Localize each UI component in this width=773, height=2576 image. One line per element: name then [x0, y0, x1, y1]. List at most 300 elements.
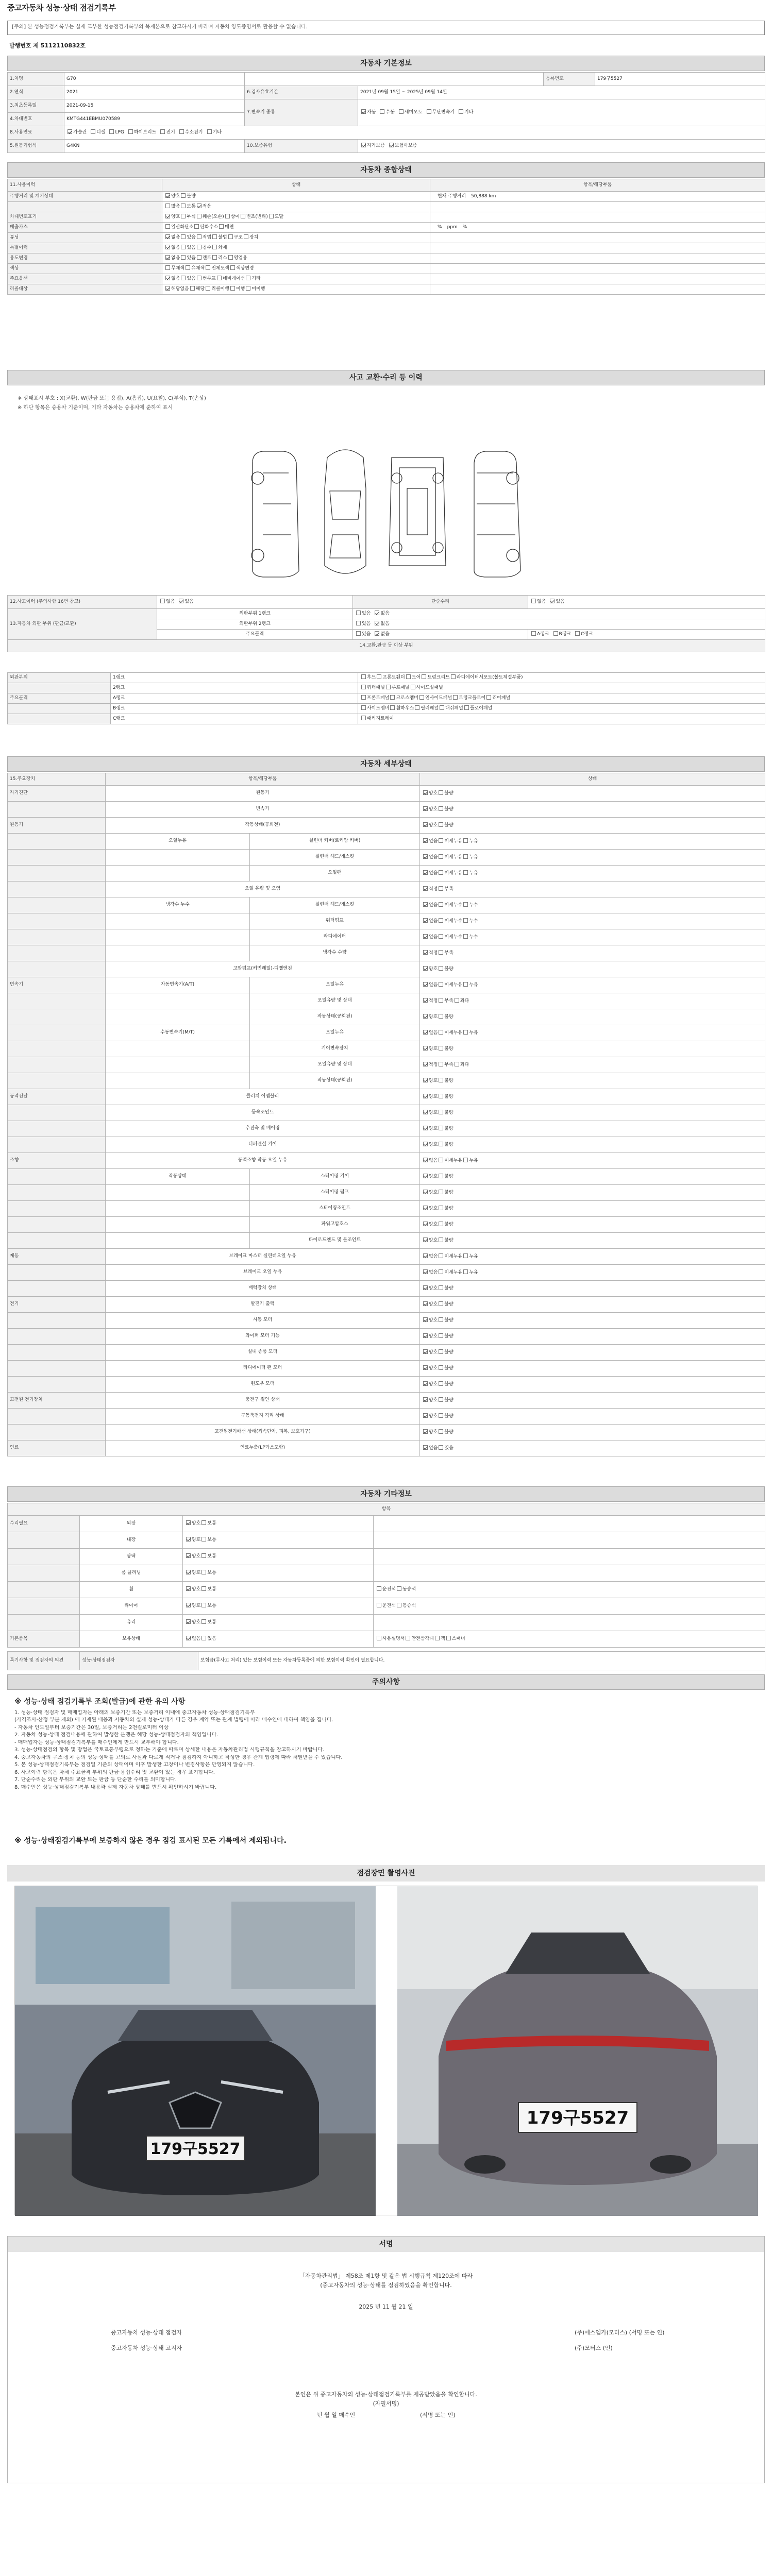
detail-subitem: 타이로드엔드 및 볼조인트 [250, 1233, 420, 1249]
row-text: 현재 주행거리 [438, 193, 466, 199]
note-line: 1. 성능·상태 점검자 및 매매업자는 아래의 보증기간 또는 보증거리 이내에 중고자동차 성능·상태점검기록부 [14, 1709, 255, 1716]
option-label: 양호 [429, 1222, 438, 1227]
check-icon [439, 918, 443, 923]
cost-extra [374, 1582, 765, 1598]
cost-group: 수리필요 [8, 1516, 80, 1532]
option-label: 미세누유 [444, 1030, 463, 1036]
detail-item: 라디에이터 팬 모터 [106, 1361, 420, 1377]
check-icon [246, 286, 250, 291]
detail-status [420, 1025, 765, 1041]
document-title: 중고자동차 성능·상태 점검기록부 [7, 3, 116, 12]
check-icon [439, 1190, 443, 1194]
check-icon [380, 109, 384, 114]
option-label: 양호 [429, 790, 438, 796]
check-icon [225, 214, 230, 218]
detail-status [420, 786, 765, 802]
check-icon [244, 234, 248, 239]
check-icon [455, 998, 459, 1003]
detail-row [8, 977, 765, 993]
check-icon [439, 1046, 443, 1050]
opt-yes: 있음 [362, 632, 371, 637]
label-year: 2.연식 [8, 86, 64, 99]
check-icon [361, 685, 366, 689]
check-icon [197, 214, 201, 218]
row-label: 용도변경 [8, 253, 162, 264]
check-icon [206, 265, 210, 270]
option-label: 전체도색 [211, 266, 229, 272]
row-item [430, 253, 765, 264]
row-item [430, 212, 765, 223]
label-frame: 주요골격 [157, 630, 353, 640]
check-icon [439, 1253, 443, 1258]
option-label: 프론트패널 [367, 696, 390, 701]
check-icon [201, 1553, 206, 1558]
option-label: 양호 [429, 1014, 438, 1020]
check-icon [439, 1429, 443, 1434]
check-icon [463, 1030, 468, 1035]
detail-group [8, 945, 106, 961]
option-label: 양호 [192, 1521, 201, 1527]
check-icon [361, 695, 366, 700]
cost-extra [374, 1549, 765, 1565]
option-label: 불량 [444, 1413, 453, 1419]
label-fuel: 8.사용연료 [8, 126, 64, 140]
row-label: 리콜대상 [8, 284, 162, 295]
check-icon [423, 1238, 428, 1242]
detail-item [106, 1009, 250, 1025]
detail-item [106, 1041, 250, 1057]
header-item: 항목/해당부품 [430, 179, 765, 192]
note-line: (가격조사·산정 부분 제외) 에 기재된 내용과 자동차의 실제 성능·상태가 다른 경우 계약 또는 관계 법령에 따라 매수인에 대하여 책임을 집니다. [14, 1717, 333, 1723]
opt-yes: 있음 [556, 599, 565, 605]
detail-status [420, 1329, 765, 1345]
legend-line-1: ※ 상태표시 부호 : X(교환), W(판금 또는 용접), A(흠집), U(요철), C(부식), T(손상) [18, 396, 206, 401]
check-icon [439, 822, 443, 827]
opt-none: 없음 [380, 611, 390, 617]
check-icon [241, 214, 245, 218]
check-icon [423, 1365, 428, 1370]
option-label: 사이드실패널 [416, 685, 443, 691]
detail-item: 추진축 및 베어링 [106, 1121, 420, 1137]
option-label: 불량 [444, 1397, 453, 1403]
detail-item: 브레이크 오일 누유 [106, 1265, 420, 1281]
detail-group [8, 1217, 106, 1233]
check-icon [230, 265, 235, 270]
detail-row [8, 834, 765, 850]
check-icon [439, 854, 443, 859]
check-icon [439, 1317, 443, 1322]
option-label: 안전삼각대 [411, 1636, 434, 1642]
row-label: 차대번호표기 [8, 212, 162, 223]
option-label: 루프패널 [391, 685, 410, 691]
detail-group [8, 897, 106, 913]
section-other-info: 자동차 기타정보 [7, 1486, 765, 1502]
check-icon [531, 631, 536, 636]
detail-status [420, 1249, 765, 1265]
check-icon [181, 204, 186, 208]
check-icon [411, 685, 415, 689]
check-icon [186, 1619, 191, 1624]
value-first-reg: 2021-09-15 [64, 99, 245, 113]
general-row [8, 223, 765, 233]
check-icon [230, 286, 235, 291]
option-label: 양호 [429, 1317, 438, 1323]
option-label: 보통 [207, 1570, 216, 1576]
detail-group [8, 1009, 106, 1025]
header-status: 상태 [420, 773, 765, 786]
option-label: 불량 [444, 1333, 453, 1339]
option-label: 부족 [444, 1062, 453, 1067]
check-icon [217, 276, 222, 280]
label-outer-panel: 13.자동차 외판 부위 (판금/교환) [8, 609, 157, 640]
detail-row [8, 1297, 765, 1313]
detail-item [106, 1233, 250, 1249]
option-label: 불량 [444, 1365, 453, 1371]
detail-row [8, 802, 765, 818]
check-icon [423, 1190, 428, 1194]
check-icon [439, 950, 443, 955]
cost-extra [374, 1565, 765, 1582]
option-label: 불량 [444, 1206, 453, 1211]
check-icon [422, 674, 426, 679]
check-icon [212, 245, 217, 249]
option-label: 보통 [207, 1554, 216, 1560]
option-label: 적법 [202, 235, 212, 241]
label-reg-no: 등록번호 [544, 73, 595, 86]
cost-group [8, 1615, 80, 1631]
option-label: 기타 [251, 276, 261, 282]
option-label: 불량 [444, 1349, 453, 1355]
option-label: 트렁크플로어 [459, 696, 486, 701]
detail-item: 윈도우 모터 [106, 1377, 420, 1393]
option-label: 불량 [444, 1381, 453, 1387]
check-icon [228, 234, 233, 239]
detail-subitem: 스티어링 펌프 [250, 1185, 420, 1201]
check-icon [423, 790, 428, 795]
sign-inspector-value: (주)에스엠카(모터스) (서명 또는 인) [575, 2329, 665, 2336]
cost-row [8, 1516, 765, 1532]
option-label: 불량 [444, 1238, 453, 1243]
general-row [8, 264, 765, 274]
parts-group [8, 704, 111, 714]
option-label: 필러패널 [421, 706, 439, 711]
check-icon [109, 129, 114, 134]
check-icon [463, 982, 468, 987]
check-icon [531, 599, 536, 603]
opt-b: B랭크 [559, 632, 572, 637]
check-icon [439, 1174, 443, 1178]
parts-rank: 2랭크 [111, 683, 358, 693]
label-vin: 4.차대번호 [8, 113, 64, 126]
sign-inspector-label: 중고자동차 성능·상태 점검자 [111, 2329, 182, 2336]
check-icon [212, 255, 217, 260]
car-diagram [242, 442, 531, 581]
value-car-name: G70 [64, 73, 245, 86]
option-label: 양호 [429, 822, 438, 828]
check-icon [165, 214, 170, 218]
check-icon [463, 1269, 468, 1274]
check-icon [390, 695, 395, 700]
note-line: 2. 자동차 성능·상태 점검내용에 관하여 발생한 분쟁은 해당 성능·상태점검자의 책임입니다. [14, 1732, 219, 1738]
option-label: 화재 [218, 245, 227, 251]
detail-group [8, 1281, 106, 1297]
check-icon [377, 674, 381, 679]
check-icon [190, 286, 195, 291]
parts-row [8, 714, 765, 724]
check-icon [246, 276, 250, 280]
detail-row [8, 1137, 765, 1153]
check-icon [194, 224, 199, 229]
option-label: 도말 [274, 214, 284, 220]
check-icon [439, 1349, 443, 1354]
detail-item [106, 1057, 250, 1073]
check-icon [181, 193, 186, 198]
check-icon [179, 599, 183, 603]
check-icon [439, 1222, 443, 1226]
option-label: 누유 [469, 854, 478, 860]
detail-subitem: 스티어링 기어 [250, 1169, 420, 1185]
detail-status [420, 1217, 765, 1233]
option-label: 운전석 [382, 1587, 396, 1592]
sign-notifier-label: 중고자동차 성능·상태 고지자 [111, 2345, 182, 2351]
check-icon [186, 1570, 191, 1574]
check-icon [439, 1333, 443, 1338]
check-icon [201, 1636, 206, 1640]
photo-panel [14, 1886, 758, 2215]
detail-group: 자기진단 [8, 786, 106, 802]
option-label: 보통 [207, 1521, 216, 1527]
detail-group [8, 834, 106, 850]
general-row [8, 212, 765, 223]
detail-item: 구동축전지 격리 상태 [106, 1409, 420, 1425]
option-label: 있음 [207, 1636, 216, 1642]
detail-row [8, 1361, 765, 1377]
option-label: 휠하우스 [396, 706, 414, 711]
row-item [430, 223, 765, 233]
check-icon [212, 234, 217, 239]
check-icon [463, 1158, 468, 1162]
detail-row [8, 1025, 765, 1041]
option-label: 변조(변타) [246, 214, 268, 220]
check-icon [128, 129, 133, 134]
check-icon [181, 234, 186, 239]
row-status [162, 274, 430, 284]
detail-group [8, 866, 106, 882]
detail-status [420, 1345, 765, 1361]
label-first-reg: 3.최초등록일 [8, 99, 64, 113]
detail-status-table [7, 773, 765, 1456]
option-label: 양호 [429, 1094, 438, 1099]
option-label: 누유 [469, 1269, 478, 1275]
detail-item [106, 1201, 250, 1217]
detail-row [8, 1440, 765, 1456]
sign-header: 서명 [8, 2236, 764, 2252]
signature-section [7, 2236, 765, 2483]
check-icon [423, 1397, 428, 1402]
detail-item [106, 929, 250, 945]
detail-row [8, 1233, 765, 1249]
detail-row [8, 1425, 765, 1440]
detail-status [420, 1137, 765, 1153]
option-label: 사용설명서 [382, 1636, 405, 1642]
row-label: 색상 [8, 264, 162, 274]
check-icon [439, 838, 443, 843]
cost-row [8, 1565, 765, 1582]
general-row [8, 202, 765, 212]
check-icon [375, 611, 379, 615]
option-label: 없음 [171, 245, 180, 251]
option-label: 장치 [249, 235, 259, 241]
check-icon [439, 1030, 443, 1035]
check-icon [361, 705, 366, 710]
detail-group [8, 1345, 106, 1361]
detail-subitem: 오일누유 [250, 1025, 420, 1041]
detail-group [8, 1265, 106, 1281]
notes-block [14, 1698, 757, 1792]
detail-item: 와이퍼 모터 기능 [106, 1329, 420, 1345]
row-status [162, 202, 430, 212]
check-icon [423, 934, 428, 939]
check-icon [423, 1046, 428, 1050]
value-special-note: 보험금(무사고 처리) 있는 보험이력 또는 자동차등록증에 의한 보험이력 확인이 필요합니다. [198, 1652, 765, 1670]
detail-row [8, 1393, 765, 1409]
check-icon [91, 129, 95, 134]
option-label: 보통 [187, 204, 196, 210]
opt-etc: 기타 [464, 110, 474, 115]
opt-manual: 수동 [385, 110, 395, 115]
check-icon [423, 1142, 428, 1146]
detail-group [8, 913, 106, 929]
row-text: % [438, 224, 442, 230]
detail-subitem: 기어변속장치 [250, 1041, 420, 1057]
car-frame-view [389, 457, 446, 566]
check-icon [165, 193, 170, 198]
opt-c: C랭크 [581, 632, 593, 637]
detail-subitem: 실린더 헤드/개스킷 [250, 897, 420, 913]
check-icon [423, 1301, 428, 1306]
check-icon [186, 1636, 191, 1640]
option-label: 미세누수 [444, 902, 463, 908]
opt-auto: 자동 [367, 110, 376, 115]
label-car-name: 1.차명 [8, 73, 64, 86]
check-icon [423, 950, 428, 955]
check-icon [201, 1586, 206, 1591]
check-icon [439, 1365, 443, 1370]
check-icon [423, 1269, 428, 1274]
fuel-gasoline: 가솔린 [73, 130, 87, 135]
value-reg-no: 179구5527 [595, 73, 765, 86]
label-inspection-period: 6.검사유효기간 [245, 86, 358, 99]
option-label: 탄화수소 [200, 225, 219, 230]
detail-group: 연료 [8, 1440, 106, 1456]
detail-status [420, 1313, 765, 1329]
option-label: 양호 [429, 1174, 438, 1179]
check-icon [423, 902, 428, 907]
check-icon [160, 599, 165, 603]
cost-row [8, 1549, 765, 1565]
detail-item: 클러치 어셈블리 [106, 1089, 420, 1105]
check-icon [440, 705, 444, 710]
option-label: 없음 [429, 902, 438, 908]
option-label: 운전석 [382, 1603, 396, 1609]
check-icon [439, 1078, 443, 1082]
row-status [162, 223, 430, 233]
row-text: 50,888 km [471, 193, 496, 199]
check-icon [463, 918, 468, 923]
option-label: 없음 [429, 918, 438, 924]
check-icon [423, 1014, 428, 1019]
certificate-number: 발행번호 제 5112110832호 [9, 42, 86, 49]
cost-group [8, 1598, 80, 1615]
option-label: 영업용 [233, 256, 247, 261]
check-icon [463, 1253, 468, 1258]
detail-group [8, 882, 106, 897]
notes-title: ※ 성능·상태 점검기록부 조회(발급)에 관한 유의 사항 [14, 1698, 186, 1706]
check-icon [406, 1636, 410, 1640]
detail-group: 원동기 [8, 818, 106, 834]
detail-item: 동력조향 작동 오일 누유 [106, 1153, 420, 1169]
detail-row [8, 818, 765, 834]
option-label: 양호 [429, 1397, 438, 1403]
section-caution: 주의사항 [7, 1674, 765, 1690]
value-year: 2021 [64, 86, 245, 99]
check-icon [201, 1570, 206, 1574]
section-detail-status: 자동차 세부상태 [7, 756, 765, 772]
check-icon [201, 1520, 206, 1525]
note-line: - 매매업자는 성능·상태점검기록부를 매수인에게 반드시 교부해야 합니다. [14, 1739, 179, 1745]
detail-group [8, 1201, 106, 1217]
parts-group [8, 714, 111, 724]
check-icon [219, 224, 224, 229]
option-label: 훼손(오손) [202, 214, 224, 220]
option-label: 미이행 [251, 286, 265, 292]
fuel-diesel: 디젤 [96, 130, 106, 135]
cost-status [183, 1516, 374, 1532]
option-label: 없음 [171, 235, 180, 241]
check-icon [423, 822, 428, 827]
option-label: 렌트 [202, 256, 212, 261]
check-icon [439, 1445, 443, 1450]
option-label: 도어 [411, 675, 421, 681]
option-label: 불량 [444, 1046, 453, 1052]
note-line: 7. 단순수리는 외판 부위의 교환 또는 판금 등 단순한 수리를 의미합니다. [14, 1777, 177, 1783]
check-icon [356, 611, 361, 615]
parts-rank: C랭크 [111, 714, 358, 724]
accident-table [7, 595, 765, 652]
check-icon [423, 870, 428, 875]
detail-item [106, 1073, 250, 1089]
row-status [162, 253, 430, 264]
notice-box: [주의] 본 성능점검기록부는 실제 교부한 성능점검기록부의 복제본으로 참고하시기 바라며 자동차 양도증명서로 활용할 수 없습니다. [7, 21, 765, 35]
cost-status [183, 1549, 374, 1565]
check-icon [423, 1110, 428, 1114]
check-icon [439, 1062, 443, 1066]
option-label: 부식 [187, 214, 196, 220]
check-icon [361, 716, 366, 720]
cost-row [8, 1615, 765, 1631]
option-label: 양호 [429, 1126, 438, 1131]
detail-row [8, 993, 765, 1009]
opt-semi: 세미오토 [404, 110, 423, 115]
option-label: 해당 [195, 286, 205, 292]
option-label: 누유 [469, 1158, 478, 1163]
option-label: 불량 [444, 1174, 453, 1179]
option-label: 누유 [469, 838, 478, 844]
check-icon [356, 621, 361, 625]
detail-item [106, 1217, 250, 1233]
check-icon [455, 1062, 459, 1066]
option-label: 불량 [187, 194, 196, 199]
